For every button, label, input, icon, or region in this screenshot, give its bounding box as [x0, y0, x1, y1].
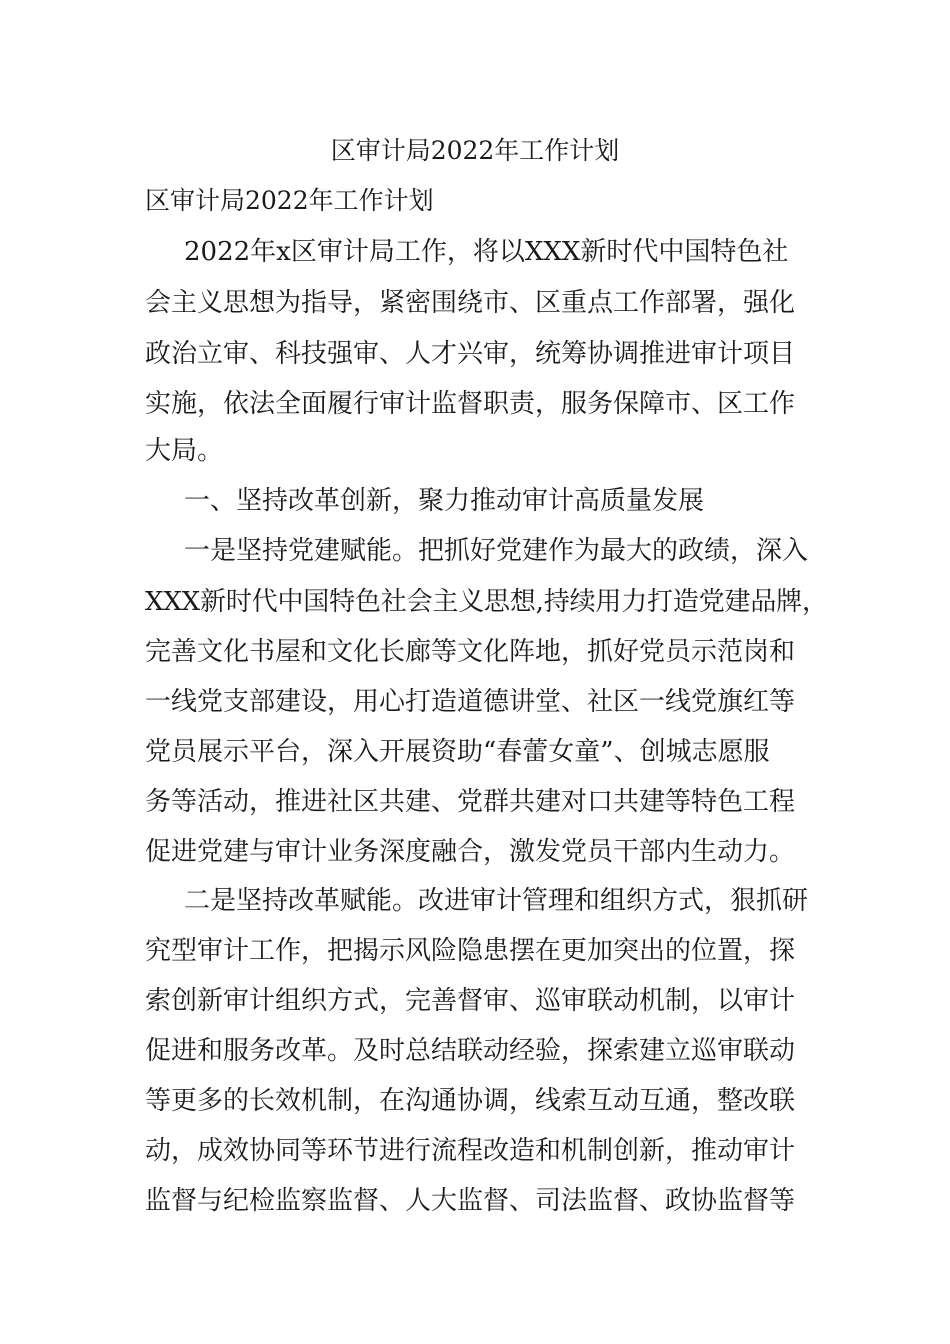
paragraph-line: 动，成效协同等环节进行流程改造和机制创新，推动审计	[145, 1136, 796, 1166]
paragraph-line: XXX新时代中国特色社会主义思想,持续用力打造党建品牌，	[145, 587, 828, 617]
paragraph-line: 政治立审、科技强审、人才兴审，统筹协调推进审计项目	[145, 339, 796, 369]
paragraph-line: 索创新审计组织方式，完善督审、巡审联动机制，以审计	[145, 986, 796, 1016]
section-heading: 一、坚持改革创新，聚力推动审计高质量发展	[184, 486, 705, 516]
paragraph-line: 完善文化书屋和文化长廊等文化阵地，抓好党员示范岗和	[145, 637, 796, 667]
paragraph-line: 会主义思想为指导，紧密围绕市、区重点工作部署，强化	[145, 288, 796, 318]
document-title: 区审计局2022年工作计划	[330, 136, 620, 165]
paragraph-line: 实施，依法全面履行审计监督职责，服务保障市、区工作	[145, 389, 796, 419]
paragraph-line: 监督与纪检监察监督、人大监督、司法监督、政协监督等	[145, 1186, 796, 1216]
paragraph-line: 促进和服务改革。及时总结联动经验，探索建立巡审联动	[145, 1036, 796, 1066]
paragraph-line: 2022年x区审计局工作，将以XXX新时代中国特色社	[184, 237, 789, 267]
paragraph-line: 促进党建与审计业务深度融合，激发党员干部内生动力。	[145, 837, 796, 867]
paragraph-line: 二是坚持改革赋能。改进审计管理和组织方式，狠抓研	[184, 886, 809, 916]
paragraph-line: 究型审计工作，把揭示风险隐患摆在更加突出的位置，探	[145, 936, 796, 966]
document-subtitle: 区审计局2022年工作计划	[145, 186, 434, 215]
paragraph-line: 一是坚持党建赋能。把抓好党建作为最大的政绩，深入	[184, 536, 809, 566]
paragraph-line: 一线党支部建设，用心打造道德讲堂、社区一线党旗红等	[145, 687, 796, 717]
paragraph-line: 等更多的长效机制，在沟通协调，线索互动互通，整改联	[145, 1086, 796, 1116]
paragraph-line: 务等活动，推进社区共建、党群共建对口共建等特色工程	[145, 787, 796, 817]
paragraph-line: 党员展示平台，深入开展资助“春蕾女童”、创城志愿服	[145, 737, 770, 767]
paragraph-line: 大局。	[145, 436, 224, 466]
